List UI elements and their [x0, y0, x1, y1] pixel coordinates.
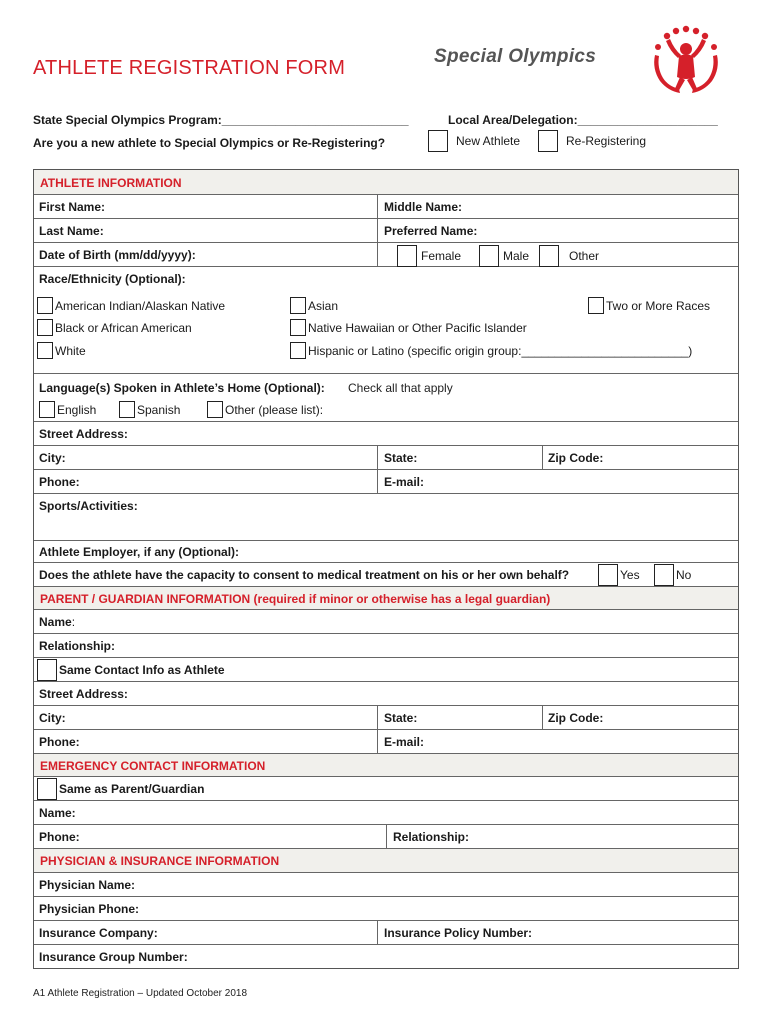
- other-gender-label: Other: [569, 249, 600, 263]
- middle-name-field[interactable]: Middle Name:: [384, 200, 463, 214]
- physician-name-row: [34, 873, 738, 897]
- other-gender-checkbox[interactable]: [539, 245, 559, 267]
- female-label: Female: [421, 249, 462, 263]
- male-checkbox[interactable]: [479, 245, 499, 267]
- same-as-parent-option[interactable]: [37, 778, 204, 800]
- consent-row: [34, 563, 738, 587]
- asian-label: Asian: [308, 298, 339, 313]
- hispanic-label: Hispanic or Latino (specific origin group:_________________________): [308, 343, 693, 358]
- phone-row: [34, 470, 738, 494]
- sports-row: [34, 494, 738, 541]
- consent-yes-checkbox[interactable]: [598, 564, 618, 586]
- guardian-zip-field[interactable]: Zip Code:: [548, 711, 604, 725]
- program-field[interactable]: State Special Olympics Program:____________________________: [33, 113, 409, 127]
- language-hint: Check all that apply: [348, 381, 453, 395]
- name-row-2: [34, 219, 738, 243]
- same-contact-label: Same Contact Info as Athlete: [59, 663, 225, 677]
- emergency-name-field[interactable]: Name:: [39, 806, 76, 820]
- guardian-city-row: [34, 706, 738, 730]
- emergency-same-row: [34, 777, 738, 801]
- insurance-row: [34, 921, 738, 945]
- city-row: [34, 446, 738, 470]
- american-indian-checkbox[interactable]: [37, 297, 53, 314]
- race-label: Race/Ethnicity (Optional):: [39, 272, 186, 286]
- guardian-email-field[interactable]: E-mail:: [384, 735, 425, 749]
- guardian-state-field[interactable]: State:: [384, 711, 418, 725]
- guardian-same-contact-row: [34, 658, 738, 682]
- same-contact-checkbox[interactable]: [37, 659, 57, 681]
- guardian-name-row: [34, 610, 738, 634]
- guardian-section-title: PARENT / GUARDIAN INFORMATION (required if minor or otherwise has a legal guardian): [40, 592, 551, 606]
- employer-row: [34, 541, 738, 563]
- language-row: [34, 374, 738, 422]
- special-olympics-logo-icon: [650, 25, 722, 101]
- language-label: Language(s) Spoken in Athlete’s Home (Optional):: [39, 381, 325, 395]
- female-checkbox[interactable]: [397, 245, 417, 267]
- athlete-employer-field[interactable]: Athlete Employer, if any (Optional):: [39, 545, 240, 559]
- race-native-hawaiian-option[interactable]: [290, 319, 527, 336]
- asian-checkbox[interactable]: [290, 297, 306, 314]
- consent-question: Does the athlete have the capacity to consent to medical treatment on his or her own behalf?: [39, 568, 570, 582]
- new-athlete-label: New Athlete: [456, 134, 521, 148]
- guardian-name-field[interactable]: [39, 615, 75, 629]
- state-field[interactable]: State:: [384, 451, 418, 465]
- american-indian-label: American Indian/Alaskan Native: [55, 298, 226, 313]
- reregistering-option[interactable]: [538, 130, 646, 152]
- insurance-company-field[interactable]: Insurance Company:: [39, 926, 158, 940]
- physician-phone-field[interactable]: Physician Phone:: [39, 902, 140, 916]
- new-athlete-option[interactable]: [428, 130, 520, 152]
- race-hispanic-option[interactable]: [290, 342, 692, 359]
- insurance-group-field[interactable]: Insurance Group Number:: [39, 950, 188, 964]
- black-checkbox[interactable]: [37, 319, 53, 336]
- white-label: White: [55, 343, 86, 358]
- native-hawaiian-checkbox[interactable]: [290, 319, 306, 336]
- guardian-section-header: [34, 587, 738, 610]
- gender-other-option[interactable]: [539, 245, 599, 267]
- footer-text: A1 Athlete Registration – Updated October 2018: [33, 988, 248, 999]
- name-row-1: [34, 195, 738, 219]
- first-name-field[interactable]: First Name:: [39, 200, 106, 214]
- athlete-section-title: ATHLETE INFORMATION: [40, 176, 182, 190]
- email-field[interactable]: E-mail:: [384, 475, 425, 489]
- other-language-label: Other (please list):: [225, 402, 324, 417]
- preferred-name-field[interactable]: Preferred Name:: [384, 224, 478, 238]
- dob-field[interactable]: Date of Birth (mm/dd/yyyy):: [39, 248, 196, 262]
- dob-row: [34, 243, 738, 267]
- guardian-street-row: [34, 682, 738, 706]
- hispanic-checkbox[interactable]: [290, 342, 306, 359]
- new-athlete-question: Are you a new athlete to Special Olympics or Re-Registering?: [33, 136, 386, 150]
- form-title: ATHLETE REGISTRATION FORM: [33, 57, 346, 79]
- physician-phone-row: [34, 897, 738, 921]
- consent-no-checkbox[interactable]: [654, 564, 674, 586]
- physician-section-header: [34, 849, 738, 873]
- reregistering-label: Re-Registering: [566, 134, 647, 148]
- new-athlete-checkbox[interactable]: [428, 130, 448, 152]
- insurance-policy-field[interactable]: Insurance Policy Number:: [384, 926, 533, 940]
- emergency-section-header: [34, 754, 738, 777]
- race-asian-option[interactable]: [290, 297, 338, 314]
- emergency-section-title: EMERGENCY CONTACT INFORMATION: [40, 759, 266, 773]
- guardian-name-colon: :: [71, 615, 76, 629]
- race-american-indian-option[interactable]: [37, 297, 225, 314]
- spanish-checkbox[interactable]: [119, 401, 135, 418]
- phone-field[interactable]: Phone:: [39, 475, 80, 489]
- special-olympics-logo-text: Special Olympics: [434, 46, 597, 67]
- guardian-street-field[interactable]: Street Address:: [39, 687, 128, 701]
- native-hawaiian-label: Native Hawaiian or Other Pacific Islander: [308, 320, 527, 335]
- guardian-phone-row: [34, 730, 738, 754]
- race-row: [34, 267, 738, 374]
- race-two-or-more-option[interactable]: [588, 297, 710, 314]
- sports-activities-field[interactable]: Sports/Activities:: [39, 499, 138, 513]
- two-or-more-checkbox[interactable]: [588, 297, 604, 314]
- emergency-name-row: [34, 801, 738, 825]
- black-label: Black or African American: [55, 320, 192, 335]
- two-or-more-label: Two or More Races: [606, 298, 711, 313]
- english-checkbox[interactable]: [39, 401, 55, 418]
- group-number-row: [34, 945, 738, 969]
- city-field[interactable]: City:: [39, 451, 66, 465]
- athlete-section-header: [34, 170, 738, 195]
- street-row: [34, 422, 738, 446]
- emergency-phone-field[interactable]: Phone:: [39, 830, 80, 844]
- consent-no-label: No: [676, 568, 692, 582]
- guardian-relationship-field[interactable]: Relationship:: [39, 639, 116, 653]
- same-as-parent-label: Same as Parent/Guardian: [59, 782, 205, 796]
- guardian-phone-field[interactable]: Phone:: [39, 735, 80, 749]
- consent-no-option[interactable]: [654, 564, 691, 586]
- white-checkbox[interactable]: [37, 342, 53, 359]
- gender-female-option[interactable]: [397, 245, 461, 267]
- guardian-city-field[interactable]: City:: [39, 711, 66, 725]
- race-white-option[interactable]: [37, 342, 86, 359]
- emergency-phone-row: [34, 825, 738, 849]
- physician-section-title: PHYSICIAN & INSURANCE INFORMATION: [40, 854, 280, 868]
- language-english-option[interactable]: [39, 401, 96, 418]
- emergency-relationship-field[interactable]: Relationship:: [393, 830, 470, 844]
- spanish-label: Spanish: [137, 402, 181, 417]
- gender-male-option[interactable]: [479, 245, 529, 267]
- zip-code-field[interactable]: Zip Code:: [548, 451, 604, 465]
- last-name-field[interactable]: Last Name:: [39, 224, 104, 238]
- guardian-relationship-row: [34, 634, 738, 658]
- delegation-field[interactable]: Local Area/Delegation:_____________________: [448, 113, 718, 127]
- english-label: English: [57, 402, 97, 417]
- guardian-name-label: Name: [39, 615, 72, 629]
- consent-yes-label: Yes: [620, 568, 640, 582]
- same-contact-option[interactable]: [37, 659, 225, 681]
- male-label: Male: [503, 249, 530, 263]
- language-spanish-option[interactable]: [119, 401, 180, 418]
- other-language-checkbox[interactable]: [207, 401, 223, 418]
- consent-yes-option[interactable]: [598, 564, 640, 586]
- language-other-option[interactable]: [207, 401, 323, 418]
- race-black-option[interactable]: [37, 319, 192, 336]
- physician-name-field[interactable]: Physician Name:: [39, 878, 136, 892]
- registration-form: [33, 169, 739, 969]
- same-as-parent-checkbox[interactable]: [37, 778, 57, 800]
- street-address-field[interactable]: Street Address:: [39, 427, 128, 441]
- reregistering-checkbox[interactable]: [538, 130, 558, 152]
